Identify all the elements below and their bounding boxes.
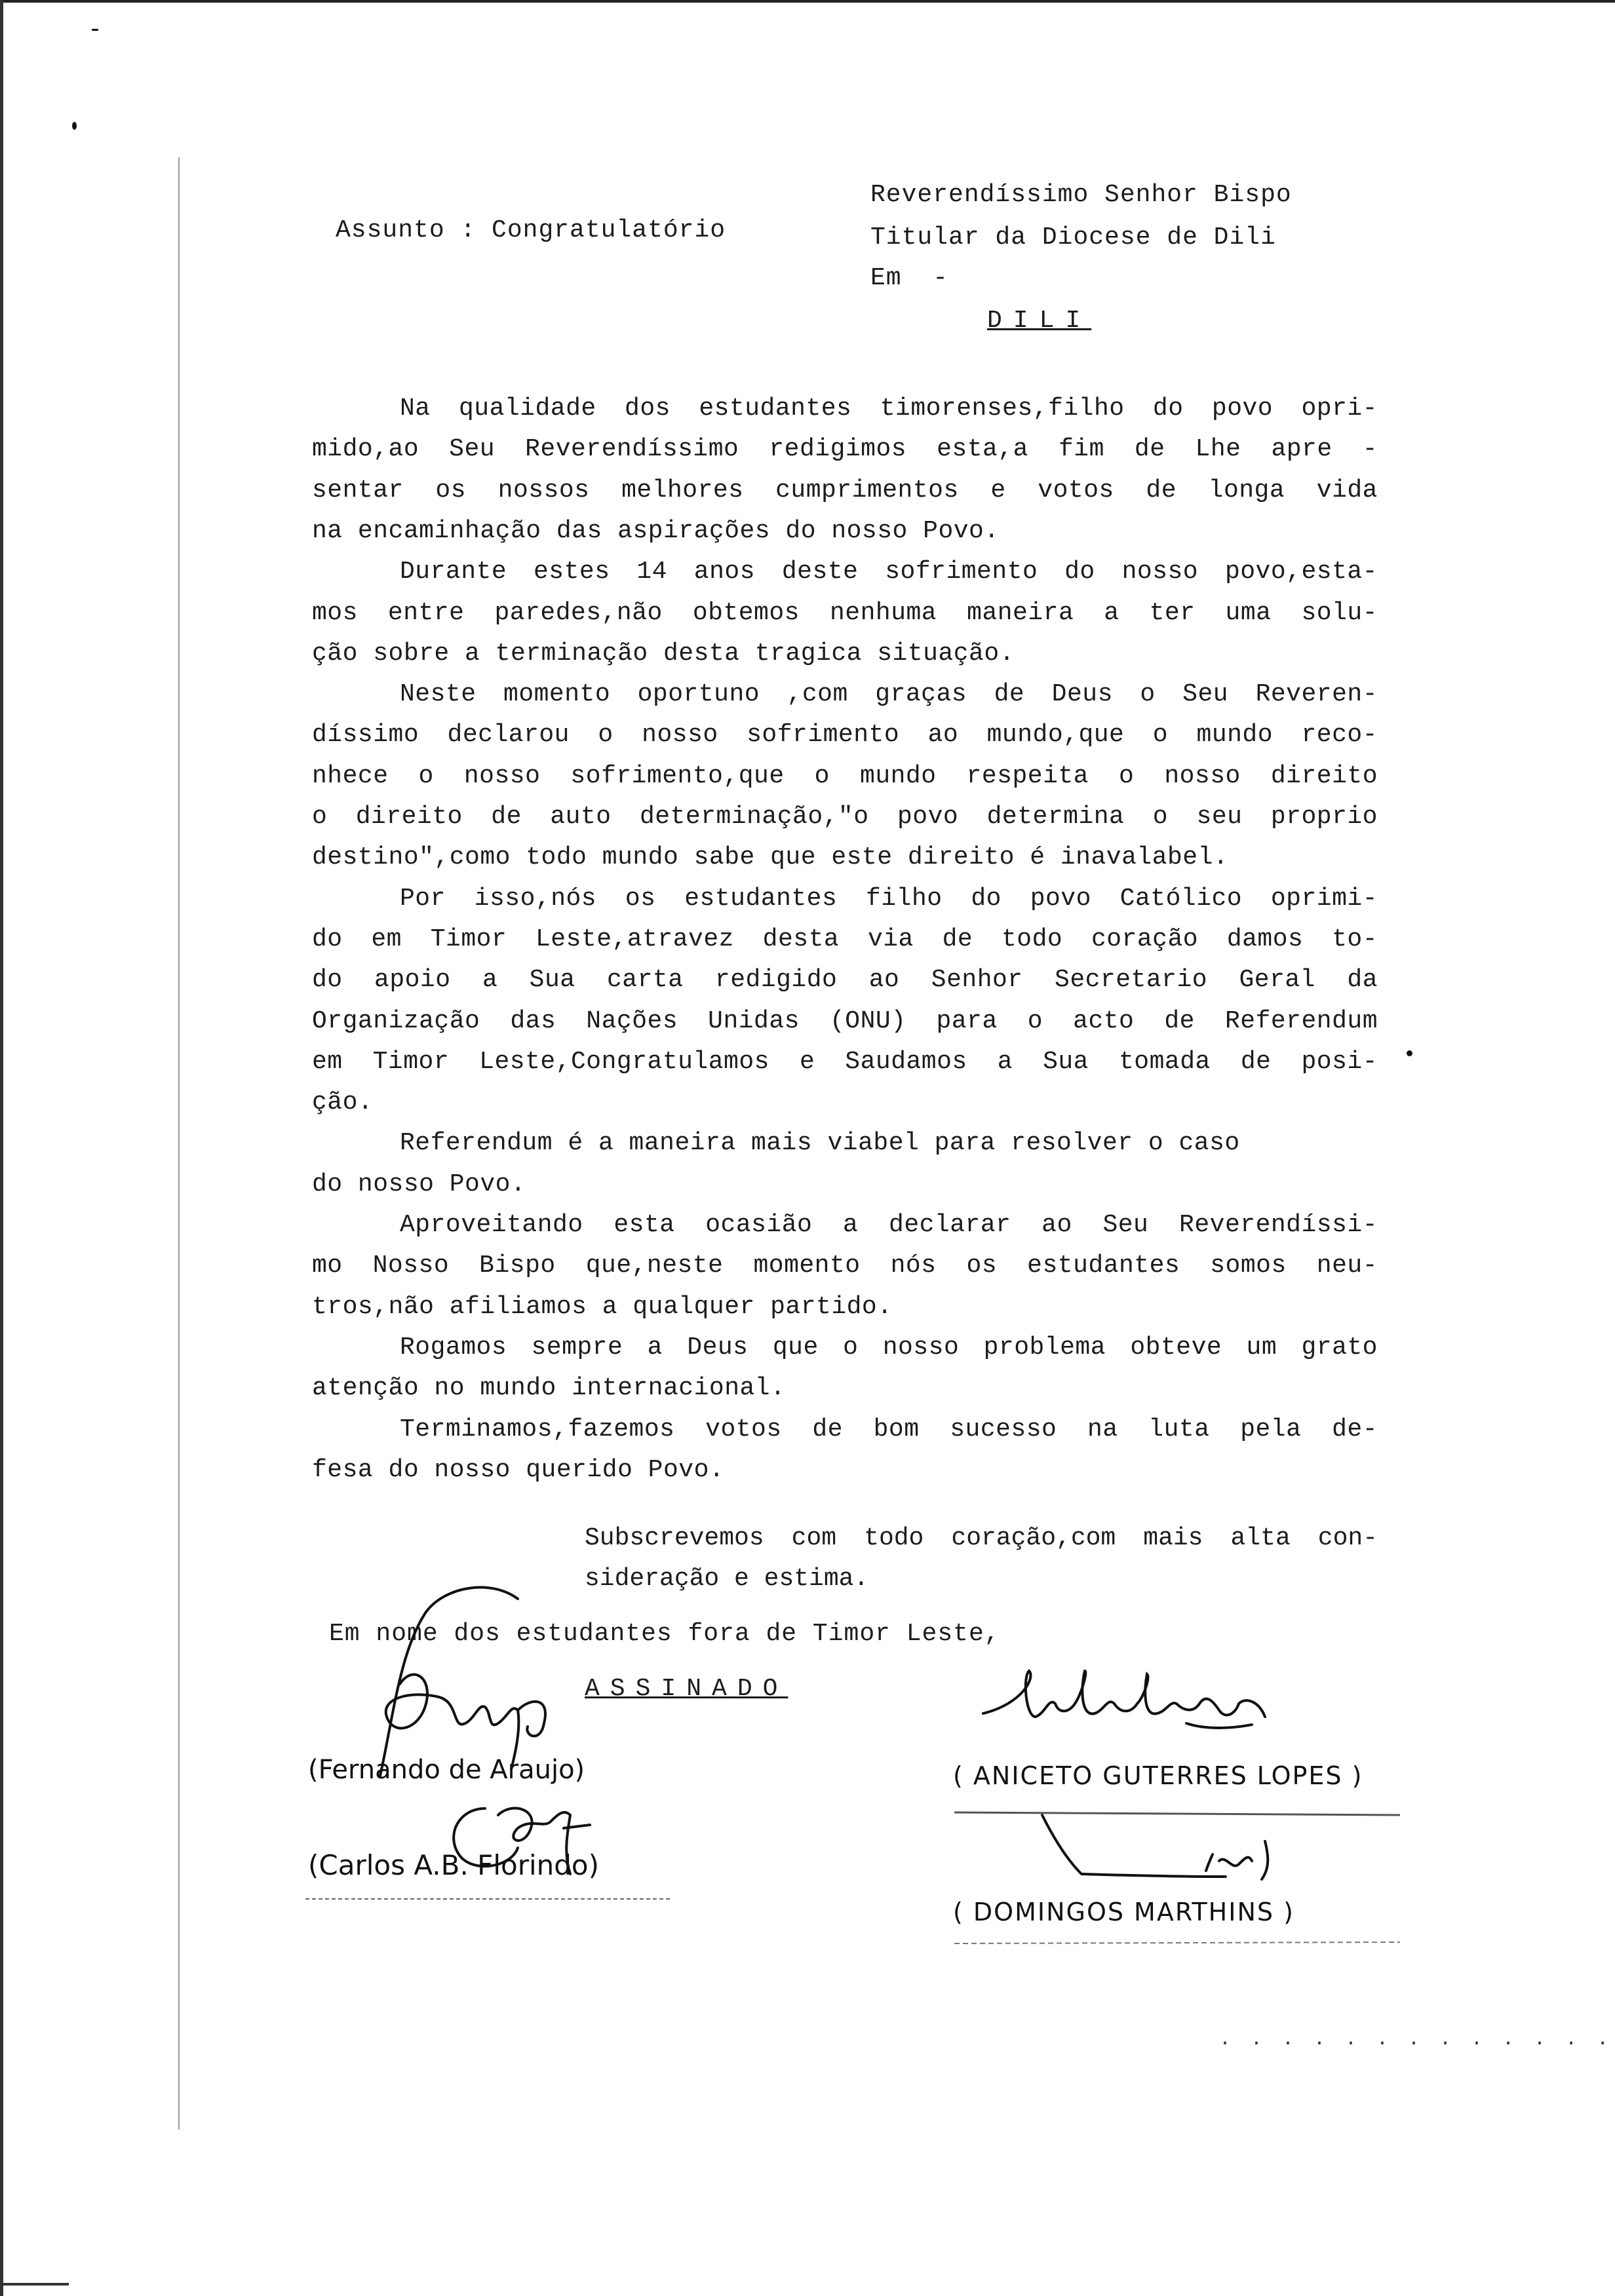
- body-line: tros,não afiliamos a qualquer partido.: [312, 1293, 893, 1321]
- dotted-mark: . . . . . . . . . . . . .: [1219, 2029, 1613, 2051]
- body-line: ção.: [312, 1088, 374, 1117]
- body-line: Durante estes 14 anos deste sofrimento do nosso povo,esta-: [400, 558, 1378, 586]
- body-line: fesa do nosso querido Povo.: [312, 1456, 725, 1484]
- body-line: Neste momento oportuno ,com graças de Deus o Seu Reveren-: [400, 680, 1378, 708]
- body-line: Organização das Nações Unidas (ONU) para o acto de Referendum: [312, 1007, 1378, 1035]
- scan-left-edge: [0, 0, 3, 2296]
- body-line: mos entre paredes,não obtemos nenhuma maneira a ter uma solu-: [312, 599, 1378, 627]
- body-line: nhece o nosso sofrimento,que o mundo respeita o nosso direito: [312, 762, 1378, 790]
- body-line: do nosso Povo.: [312, 1170, 526, 1198]
- signatory-name-fernando: (Fernando de Araujo): [308, 1755, 585, 1785]
- body-line: do apoio a Sua carta redigido ao Senhor Secretario Geral da: [312, 966, 1378, 994]
- signature-aniceto-guterres-lopes: [970, 1651, 1311, 1750]
- addressee-line-1: Reverendíssimo Senhor Bispo: [870, 181, 1292, 209]
- signature-domingos-marthins: [1029, 1808, 1304, 1894]
- body-line: Terminamos,fazemos votos de bom sucesso na luta pela de-: [400, 1415, 1378, 1444]
- body-line: do em Timor Leste,atravez desta via de todo coração damos to-: [312, 925, 1378, 953]
- addressee-line-2: Titular da Diocese de Dili: [870, 223, 1276, 252]
- body-line: atenção no mundo internacional.: [312, 1374, 786, 1402]
- signatory-name-aniceto: ( ANICETO GUTERRES LOPES ): [953, 1761, 1363, 1790]
- scan-bottom-mark: [0, 2283, 69, 2286]
- body-line: sentar os nossos melhores cumprimentos e votos de longa vida: [312, 476, 1378, 505]
- body-line: ção sobre a terminação desta tragica situação.: [312, 640, 1015, 668]
- signatory-name-carlos: (Carlos A.B. Florindo): [308, 1849, 599, 1881]
- body-line: mido,ao Seu Reverendíssimo redigimos esta,a fim de Lhe apre -: [312, 435, 1378, 463]
- body-line: Na qualidade dos estudantes timorenses,filho do povo opri-: [400, 394, 1378, 423]
- body-line: na encaminhação das aspirações do nosso Povo.: [312, 517, 1000, 545]
- body-line: mo Nosso Bispo que,neste momento nós os estudantes somos neu-: [312, 1252, 1378, 1280]
- scan-speck: [92, 29, 98, 31]
- signatory-underline: [305, 1894, 672, 1907]
- body-line: Referendum é a maneira mais viabel para resolver o caso: [400, 1129, 1240, 1157]
- closing-line: sideração e estima.: [585, 1565, 869, 1593]
- body-line: em Timor Leste,Congratulamos e Saudamos a Sua tomada de posi-: [312, 1048, 1378, 1076]
- signatory-name-domingos: ( DOMINGOS MARTHINS ): [953, 1898, 1294, 1926]
- scan-speck: [72, 122, 77, 130]
- body-line: o direito de auto determinação,"o povo determina o seu proprio: [312, 803, 1378, 831]
- signed-label: ASSINADO: [585, 1675, 788, 1703]
- signatory-underline: [954, 1938, 1413, 1951]
- margin-line: [178, 157, 180, 2130]
- body-line: Rogamos sempre a Deus que o nosso problema obteve um grato: [400, 1333, 1378, 1362]
- scan-speck: [1407, 1050, 1412, 1056]
- on-behalf-line: Em nome dos estudantes fora de Timor Leste,: [329, 1620, 1000, 1648]
- body-line: díssimo declarou o nosso sofrimento ao mundo,que o mundo reco-: [312, 721, 1378, 749]
- closing-line: Subscrevemos com todo coração,com mais alta con-: [585, 1524, 1378, 1552]
- body-line: Por isso,nós os estudantes filho do povo Católico oprimi-: [400, 885, 1378, 913]
- subject-line: Assunto : Congratulatório: [336, 216, 726, 244]
- body-line: destino",como todo mundo sabe que este direito é inavalabel.: [312, 843, 1229, 871]
- body-line: Aproveitando esta ocasião a declarar ao Seu Reverendíssi-: [400, 1211, 1378, 1239]
- city-heading: DILI: [987, 307, 1092, 335]
- addressee-line-3: Em -: [870, 264, 949, 292]
- scan-top-edge: [0, 0, 1615, 3]
